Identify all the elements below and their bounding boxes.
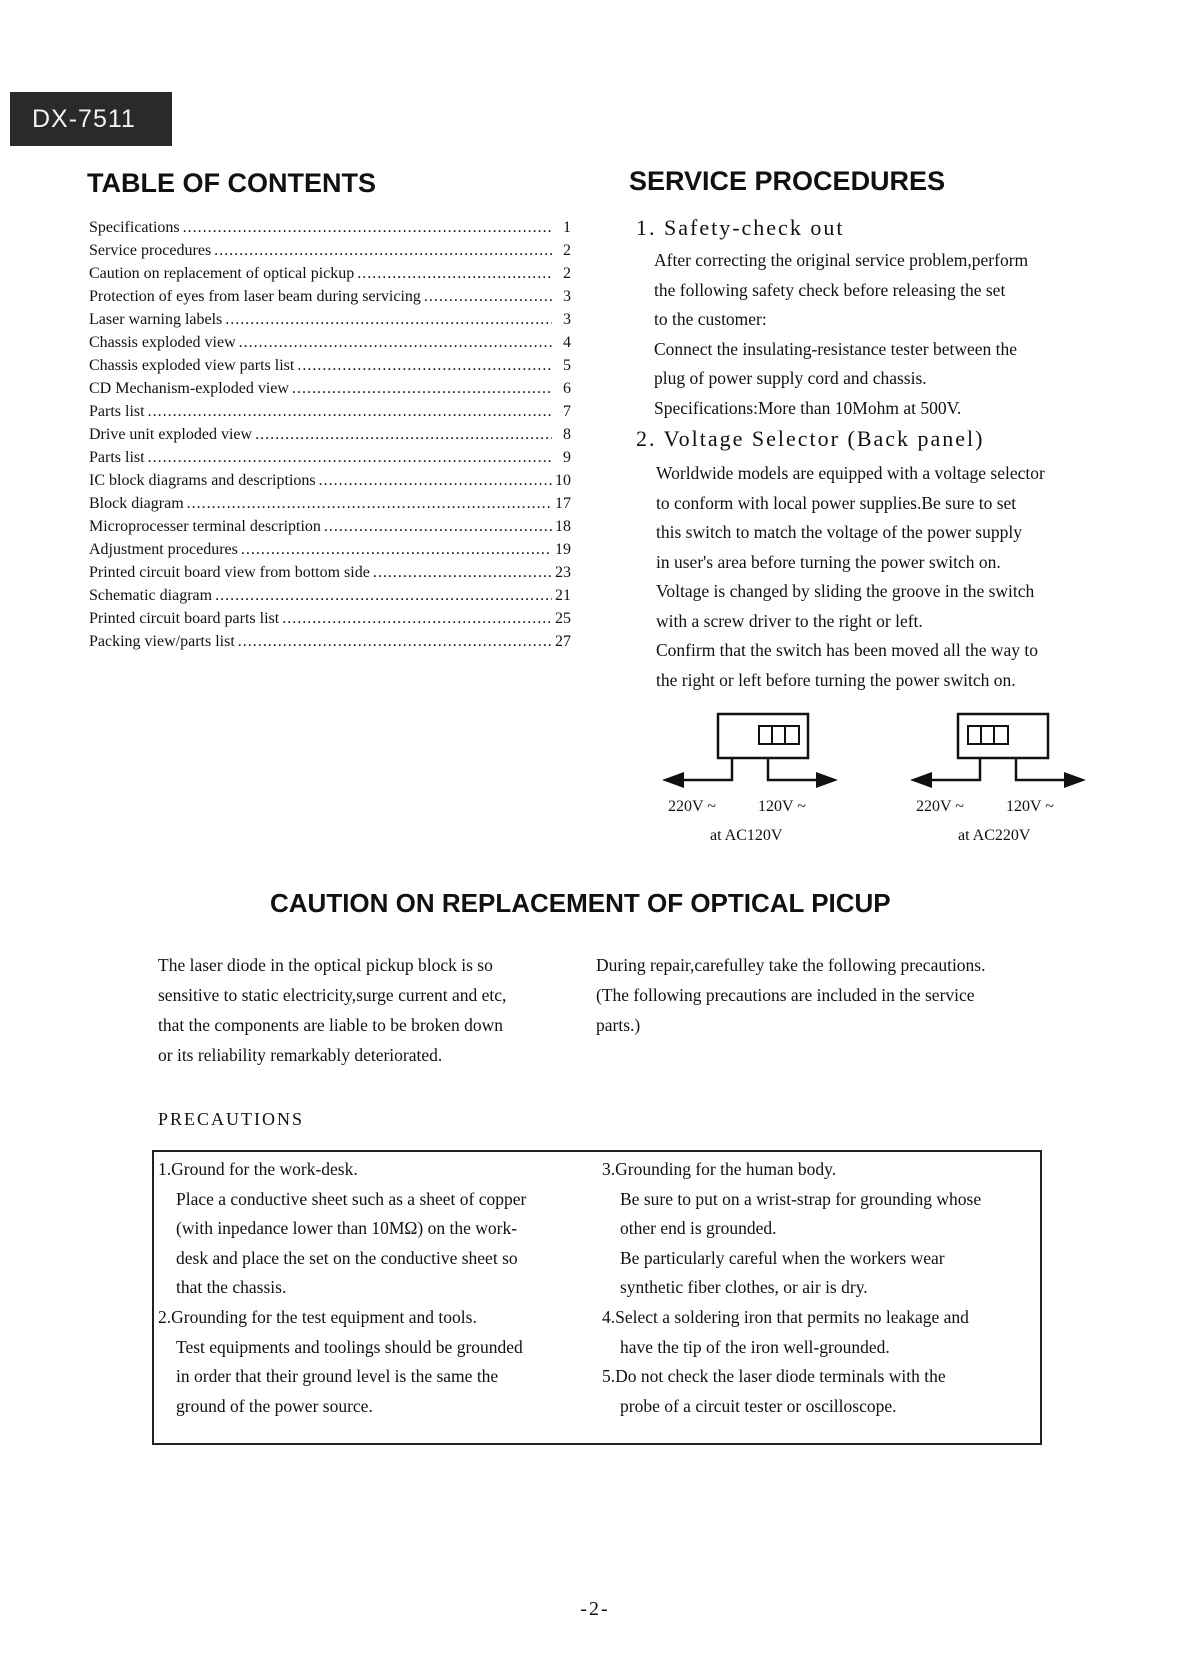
toc-entry: Printed circuit board view from bottom side ..... 23 <box>89 561 571 584</box>
toc-page: 10 <box>555 472 571 489</box>
safety-line: plug of power supply cord and chassis. <box>654 368 927 388</box>
toc-page: 23 <box>555 564 571 581</box>
toc-page: 5 <box>563 357 571 374</box>
toc-page: 17 <box>555 495 571 512</box>
toc-entry: Packing view/parts list ..... 27 <box>89 630 571 653</box>
toc-page: 18 <box>555 518 571 535</box>
caution-line: or its reliability remarkably deteriorated. <box>158 1045 443 1065</box>
safety-line: After correcting the original service problem,perform <box>654 250 1029 270</box>
toc-entry: Printed circuit board parts list ..... 25 <box>89 607 571 630</box>
precaution-line: ground of the power source. <box>176 1395 373 1416</box>
voltage-heading: 2. Voltage Selector (Back panel) <box>636 426 985 451</box>
model-tag <box>10 92 172 146</box>
toc-entry: Block diagram ..... 17 <box>89 492 571 515</box>
precaution-line: that the chassis. <box>176 1277 287 1298</box>
caution-line: The laser diode in the optical pickup block is so <box>158 955 493 975</box>
precaution-line: Be sure to put on a wrist-strap for grounding whose <box>620 1188 982 1209</box>
toc-page: 8 <box>563 426 571 443</box>
caution-line: parts.) <box>596 1015 641 1035</box>
diagram-caption: at AC220V <box>958 827 1031 844</box>
voltage-line: Confirm that the switch has been moved all the way to <box>656 640 1038 660</box>
safety-heading: 1. Safety-check out <box>636 215 845 240</box>
switch-diagram-icon <box>660 712 840 812</box>
toc-page: 3 <box>563 288 571 305</box>
voltage-text <box>656 459 1045 695</box>
caution-intro-right <box>596 950 986 1040</box>
toc-entry: Chassis exploded view ..... 4 <box>89 331 571 354</box>
safety-line: Connect the insulating-resistance tester between the <box>654 338 1017 359</box>
precaution-line: Be particularly careful when the workers wear <box>620 1247 945 1268</box>
page-number: -2- <box>580 1598 610 1620</box>
precaution-line: have the tip of the iron well-grounded. <box>620 1336 890 1357</box>
precautions-right-column <box>602 1155 981 1421</box>
voltage-line: Voltage is changed by sliding the groove in the switch <box>656 581 1035 601</box>
voltage-diagram-ac120 <box>660 712 840 862</box>
precaution-line: Test equipments and toolings should be grounded <box>176 1336 523 1357</box>
toc-entry: Parts list ..... 7 <box>89 400 571 423</box>
precaution-line: 2.Grounding for the test equipment and tools. <box>158 1306 477 1327</box>
precautions-label: PRECAUTIONS <box>158 1109 305 1129</box>
precaution-line: 4.Select a soldering iron that permits no leakage and <box>602 1306 969 1327</box>
toc-list <box>89 216 571 653</box>
toc-entry: Protection of eyes from laser beam during servicing ..... 3 <box>89 285 571 308</box>
toc-entry: Parts list ..... 9 <box>89 446 571 469</box>
toc-entry: IC block diagrams and descriptions ..... 10 <box>89 469 571 492</box>
toc-page: 2 <box>563 265 571 282</box>
voltage-line: this switch to match the voltage of the power supply <box>656 522 1022 542</box>
precautions-left-column <box>158 1155 526 1421</box>
toc-title: TABLE OF CONTENTS <box>87 168 376 198</box>
caution-line: sensitive to static electricity,surge current and etc, <box>158 985 507 1005</box>
toc-entry: Adjustment procedures ..... 19 <box>89 538 571 561</box>
caution-line: (The following precautions are included in the service <box>596 985 975 1005</box>
caution-line: During repair,carefulley take the following precautions. <box>596 955 986 975</box>
precaution-line: in order that their ground level is the same the <box>176 1366 499 1387</box>
caution-intro-left <box>158 950 506 1070</box>
service-title: SERVICE PROCEDURES <box>629 166 946 196</box>
precaution-line: Place a conductive sheet such as a sheet of copper <box>176 1188 527 1209</box>
voltage-diagram-ac220 <box>908 712 1088 862</box>
precaution-line: 1.Ground for the work-desk. <box>158 1159 358 1179</box>
toc-entry: Caution on replacement of optical pickup ..... 2 <box>89 262 571 285</box>
diagram-left-label: 220V ~ <box>668 798 716 815</box>
toc-page: 3 <box>563 311 571 328</box>
toc-page: 7 <box>563 403 571 420</box>
voltage-line: with a screw driver to the right or left. <box>656 610 923 631</box>
toc-entry: Drive unit exploded view ..... 8 <box>89 423 571 446</box>
diagram-caption: at AC120V <box>710 827 783 844</box>
precaution-line: probe of a circuit tester or oscilloscope. <box>620 1395 897 1416</box>
precaution-line: (with inpedance lower than 10MΩ) on the work- <box>176 1218 518 1239</box>
voltage-line: in user's area before turning the power switch on. <box>656 551 1001 572</box>
toc-page: 9 <box>563 449 571 466</box>
model-name: DX-7511 <box>32 104 136 133</box>
toc-entry: CD Mechanism-exploded view ..... 6 <box>89 377 571 400</box>
toc-entry: Schematic diagram ..... 21 <box>89 584 571 607</box>
toc-page: 2 <box>563 242 571 259</box>
toc-page: 6 <box>563 380 571 397</box>
voltage-line: to conform with local power supplies.Be sure to set <box>656 492 1017 513</box>
diagram-right-label: 120V ~ <box>1006 798 1054 815</box>
toc-page: 4 <box>563 334 571 351</box>
safety-text <box>654 246 1028 423</box>
toc-entry: Service procedures ..... 2 <box>89 239 571 262</box>
caution-line: that the components are liable to be broken down <box>158 1015 504 1035</box>
toc-entry: Specifications ..... 1 <box>89 216 571 239</box>
precaution-line: 3.Grounding for the human body. <box>602 1159 837 1179</box>
precaution-line: desk and place the set on the conductive sheet so <box>176 1247 518 1268</box>
toc-entry: Laser warning labels ..... 3 <box>89 308 571 331</box>
voltage-line: Worldwide models are equipped with a voltage selector <box>656 463 1045 483</box>
diagram-left-label: 220V ~ <box>916 798 964 815</box>
safety-line: the following safety check before releasing the set <box>654 279 1006 300</box>
precaution-line: synthetic fiber clothes, or air is dry. <box>620 1277 868 1298</box>
voltage-line: the right or left before turning the power switch on. <box>656 669 1016 690</box>
toc-page: 19 <box>555 541 571 558</box>
diagram-right-label: 120V ~ <box>758 798 806 815</box>
toc-page: 1 <box>563 219 571 236</box>
toc-page: 25 <box>555 610 571 627</box>
switch-diagram-icon <box>908 712 1088 812</box>
toc-entry: Microprocesser terminal description ..... 18 <box>89 515 571 538</box>
toc-page: 21 <box>555 587 571 604</box>
toc-page: 27 <box>555 633 571 650</box>
toc-entry: Chassis exploded view parts list ..... 5 <box>89 354 571 377</box>
caution-title: CAUTION ON REPLACEMENT OF OPTICAL PICUP <box>270 888 891 918</box>
safety-line: to the customer: <box>654 309 767 329</box>
safety-line: Specifications:More than 10Mohm at 500V. <box>654 397 962 418</box>
precaution-line: 5.Do not check the laser diode terminals with the <box>602 1366 946 1387</box>
precaution-line: other end is grounded. <box>620 1218 777 1239</box>
